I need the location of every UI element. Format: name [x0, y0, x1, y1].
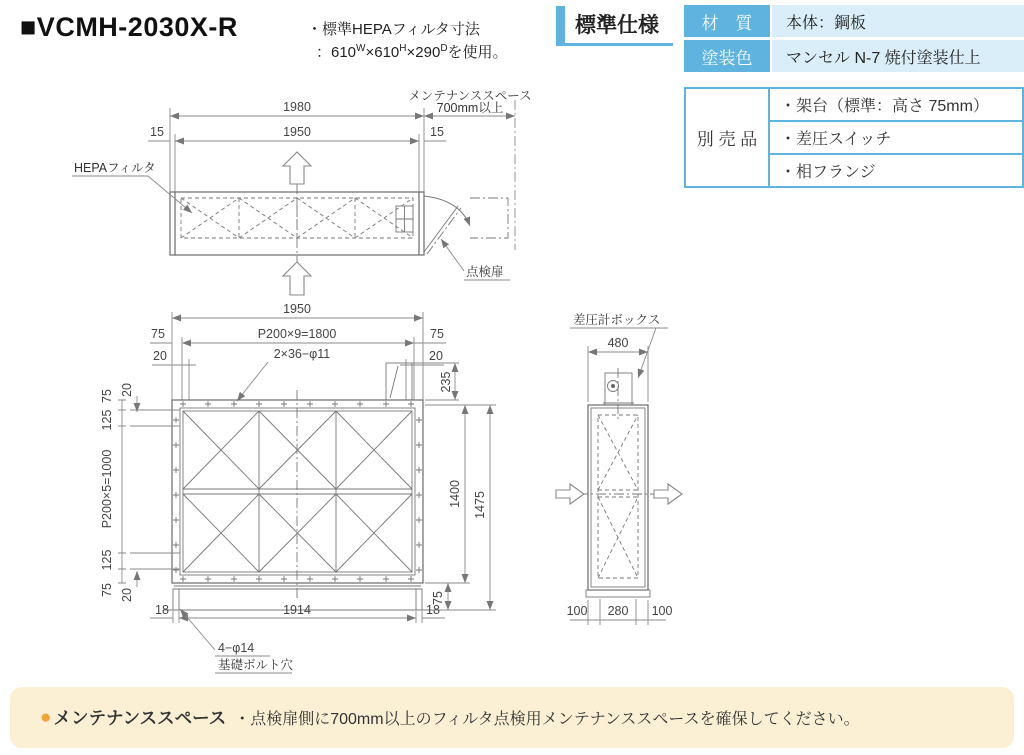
anchor-bolt-label-line2: 基礎ボルト穴 — [218, 658, 294, 672]
front-gauge-box — [386, 363, 412, 400]
inspection-door-label: 点検扉 — [466, 265, 504, 279]
side-view — [556, 312, 682, 625]
front-dim-v125-top: 125 — [100, 409, 114, 431]
front-dim-total-h: 1475 — [473, 491, 487, 519]
front-dim-base-left: 18 — [155, 603, 169, 617]
plan-view — [72, 89, 532, 295]
front-dim-pitch-h: P200×9=1800 — [257, 327, 337, 341]
front-view — [100, 302, 496, 673]
front-dim-gauge-h: 235 — [439, 371, 453, 393]
spec-label-material: 材 質 — [684, 5, 770, 37]
optional-item-switch: ・差圧スイッチ — [770, 120, 1022, 153]
side-dim-width: 480 — [607, 336, 629, 350]
spec-value-paint: マンセル N-7 焼付塗装仕上 — [772, 40, 1024, 72]
optional-item-stand: ・架台（標準：高さ 75mm） — [780, 98, 989, 115]
spec-row-paint — [684, 40, 1024, 72]
airflow-out-arrow — [654, 484, 682, 504]
model-title: ■VCMH-2030X-R — [20, 12, 238, 42]
maintenance-space-label-line1: メンテナンススペース — [408, 89, 532, 103]
front-dim-margin-right: 75 — [430, 327, 444, 341]
spec-value-material: 本体：鋼板 — [772, 5, 1024, 37]
front-body — [172, 400, 423, 583]
front-dim-inner-h: 1400 — [448, 480, 462, 508]
spec-label-paint: 塗装色 — [684, 40, 770, 72]
plan-dim-right: 15 — [430, 125, 444, 139]
maintenance-note-bar — [10, 687, 1014, 748]
airflow-up-arrow-top — [283, 152, 311, 184]
note-title: メンテナンススペース — [53, 708, 227, 728]
gauge-box-label: 差圧計ボックス — [573, 313, 661, 327]
maintenance-space-label-line2: 700mm以上 — [436, 101, 504, 115]
front-dim-v20-bottom: 20 — [120, 588, 134, 602]
front-dim-offset-right: 20 — [429, 349, 443, 363]
front-dim-v125-bottom: 125 — [100, 549, 114, 571]
optional-items-label: 別 売 品 — [686, 89, 770, 186]
front-right-foot — [416, 589, 422, 610]
front-dim-base-right: 18 — [426, 603, 440, 617]
front-dim-v75-bottom: 75 — [100, 583, 114, 597]
front-left-foot — [173, 589, 179, 610]
plan-dim-left: 15 — [150, 125, 164, 139]
plan-dim-inner: 1950 — [283, 125, 311, 139]
hepa-filter-label: HEPAフィルタ — [74, 161, 156, 175]
front-dim-width: 1950 — [283, 302, 311, 316]
front-dim-margin-left: 75 — [151, 327, 165, 341]
airflow-up-arrow-bottom — [283, 262, 311, 295]
front-dim-base-width: 1914 — [283, 603, 311, 617]
plan-dim-overall: 1980 — [283, 100, 311, 114]
side-dim-center: 280 — [607, 604, 629, 618]
front-holes-label: 2×36−φ11 — [273, 347, 331, 361]
note-bullet-icon: ● — [40, 706, 52, 728]
side-base — [586, 590, 650, 597]
anchor-bolt-label-line1: 4−φ14 — [218, 641, 255, 655]
technical-drawing — [0, 85, 760, 685]
spec-section-header: 標準仕様 — [556, 6, 673, 46]
front-dim-pitch-v: P200×5=1000 — [100, 449, 114, 529]
filter-note-line1: ・標準HEPAフィルタ寸法 — [307, 21, 480, 38]
side-gauge-box — [605, 373, 632, 405]
front-dim-offset-left: 20 — [153, 349, 167, 363]
side-body — [588, 405, 648, 590]
front-dim-v75-top: 75 — [100, 389, 114, 403]
filter-note-line2: ：$610^W\times 610^H\times 290^D$を使用。 — [316, 43, 508, 61]
side-dim-right: 100 — [651, 604, 673, 618]
airflow-in-arrow — [556, 484, 584, 504]
spec-row-material — [684, 5, 1024, 37]
front-dim-v20-top: 20 — [120, 383, 134, 397]
side-dim-left: 100 — [566, 604, 588, 618]
optional-item-flange: ・相フランジ — [770, 153, 1022, 186]
note-body: ・点検扉側に700mm以上のフィルタ点検用メンテナンススペースを確保してください。 — [234, 711, 860, 728]
front-dim-base-height: 75 — [431, 591, 445, 605]
